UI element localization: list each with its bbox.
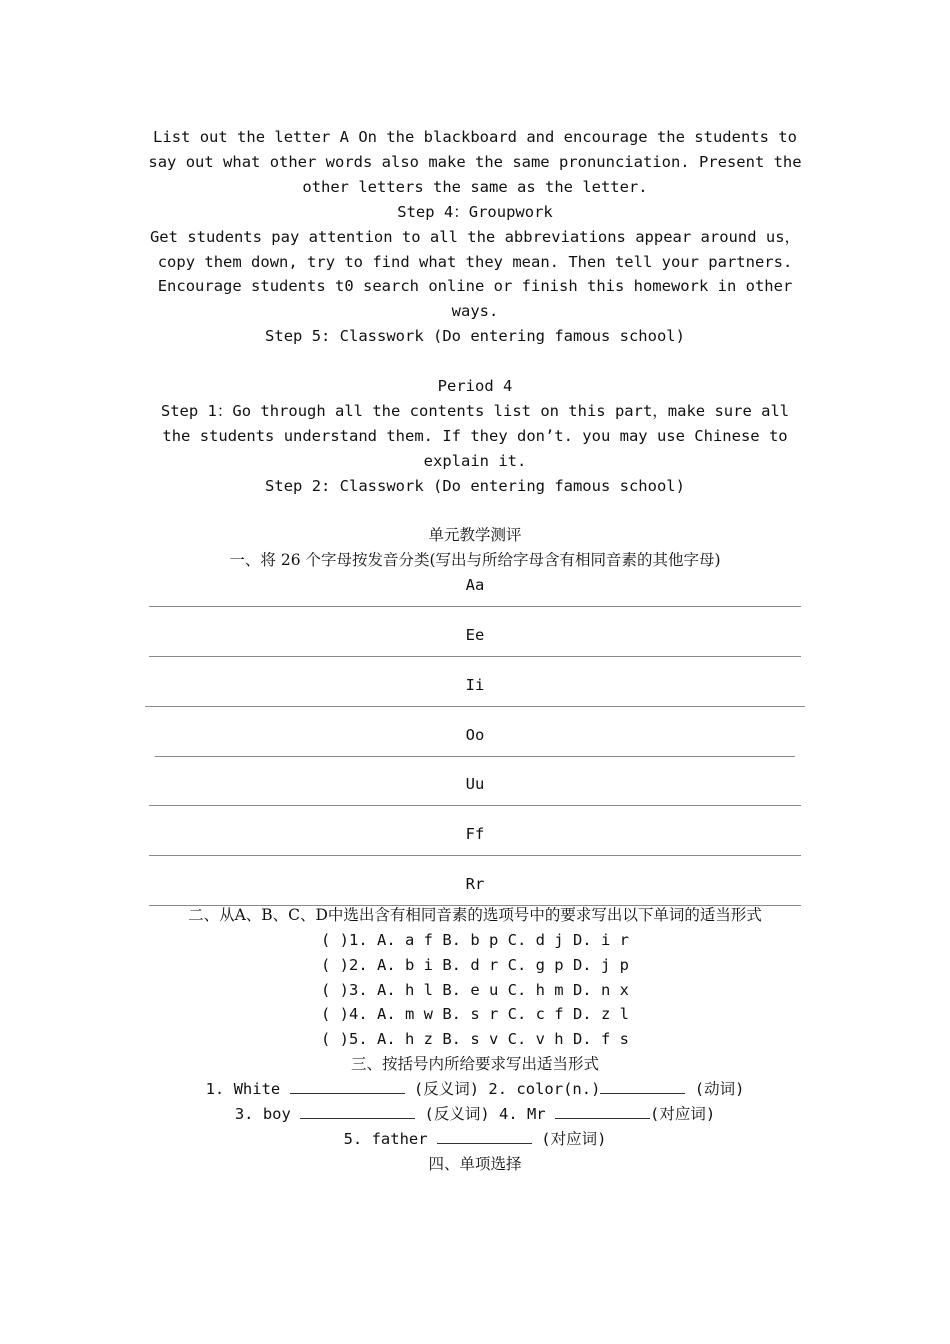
letter-label: Ff	[465, 825, 485, 844]
question-item: ( )3. A. h l B. e u C. h m D. n x	[321, 980, 629, 999]
question-item: ( )4. A. m w B. s r C. c f D. z l	[321, 1005, 629, 1024]
question-text: 5. father	[343, 1129, 437, 1148]
letter-label: Rr	[465, 874, 485, 893]
answer-line[interactable]	[145, 706, 805, 707]
document-page	[145, 125, 805, 1177]
blank-field[interactable]	[300, 1103, 415, 1119]
question-text: (反义词) 2. color(n.)	[404, 1080, 601, 1099]
section3-row1	[145, 1077, 805, 1102]
section3-heading: 三、按括号内所给要求写出适当形式	[350, 1055, 599, 1074]
answer-line[interactable]	[149, 805, 801, 806]
answer-line[interactable]	[149, 855, 801, 856]
blank-field[interactable]	[555, 1103, 650, 1119]
spacer	[145, 349, 805, 374]
assessment-title: 单元教学测评	[428, 526, 522, 545]
answer-line[interactable]	[149, 656, 801, 657]
step5-line: Step 5: Classwork (Do entering famous school)	[265, 327, 685, 346]
question-item: ( )1. A. a f B. b p C. d j D. i r	[321, 930, 629, 949]
letter-group-oo	[145, 723, 805, 773]
letter-group-aa	[145, 573, 805, 623]
letter-label: Ee	[465, 626, 485, 645]
answer-line[interactable]	[155, 756, 795, 757]
question-text: 3. boy	[234, 1105, 301, 1124]
letter-group-ee	[145, 623, 805, 673]
letter-label: Aa	[465, 576, 485, 595]
period4-title: Period 4	[437, 377, 513, 396]
question-text: (动词)	[685, 1080, 745, 1099]
letter-label: Ii	[465, 675, 485, 694]
letter-group-ii	[145, 673, 805, 723]
section1-heading: 一、将 26 个字母按发音分类(写出与所给字母含有相同音素的其他字母)	[229, 551, 721, 570]
answer-line[interactable]	[149, 905, 801, 906]
blank-field[interactable]	[437, 1128, 532, 1144]
question-text: (对应词)	[649, 1105, 716, 1124]
question-text: (对应词)	[531, 1129, 607, 1148]
section3-row3	[145, 1127, 805, 1152]
question-text: (反义词) 4. Mr	[415, 1105, 555, 1124]
period4-step2: Step 2: Classwork (Do entering famous school)	[265, 476, 685, 495]
period4-step1: Step 1：Go through all the contents list on this part，make sure all the students understand them. If they don’t. you may use Chinese to explain it.	[160, 401, 790, 470]
question-item: ( )5. A. h z B. s v C. v h D. f s	[321, 1030, 629, 1049]
period3-paragraph: List out the letter A On the blackboard and encourage the students to say out what other words also make the same pronunciation. Present the other letters the same as the letter.	[148, 128, 802, 196]
letter-label: Oo	[465, 725, 485, 744]
step4-title: Step 4：Groupwork	[397, 202, 553, 221]
step4-body: Get students pay attention to all the abbreviations appear around us，copy them down, try to find what they mean. Then tell your partners. Encourage students t0 search online or finish this homework in other ways.	[149, 227, 801, 321]
spacer	[145, 499, 805, 524]
letter-group-ff	[145, 822, 805, 872]
section3-row2	[145, 1102, 805, 1127]
letter-group-uu	[145, 772, 805, 822]
blank-field[interactable]	[290, 1078, 405, 1094]
question-item: ( )2. A. b i B. d r C. g p D. j p	[321, 955, 629, 974]
blank-field[interactable]	[600, 1078, 685, 1094]
letter-group-rr	[145, 872, 805, 905]
letter-label: Uu	[465, 775, 485, 794]
question-text: 1. White	[205, 1080, 290, 1099]
section4-heading: 四、单项选择	[428, 1154, 522, 1173]
section2-heading: 二、从A、B、C、D中选出含有相同音素的选项号中的要求写出以下单词的适当形式	[188, 905, 762, 924]
answer-line[interactable]	[149, 606, 801, 607]
